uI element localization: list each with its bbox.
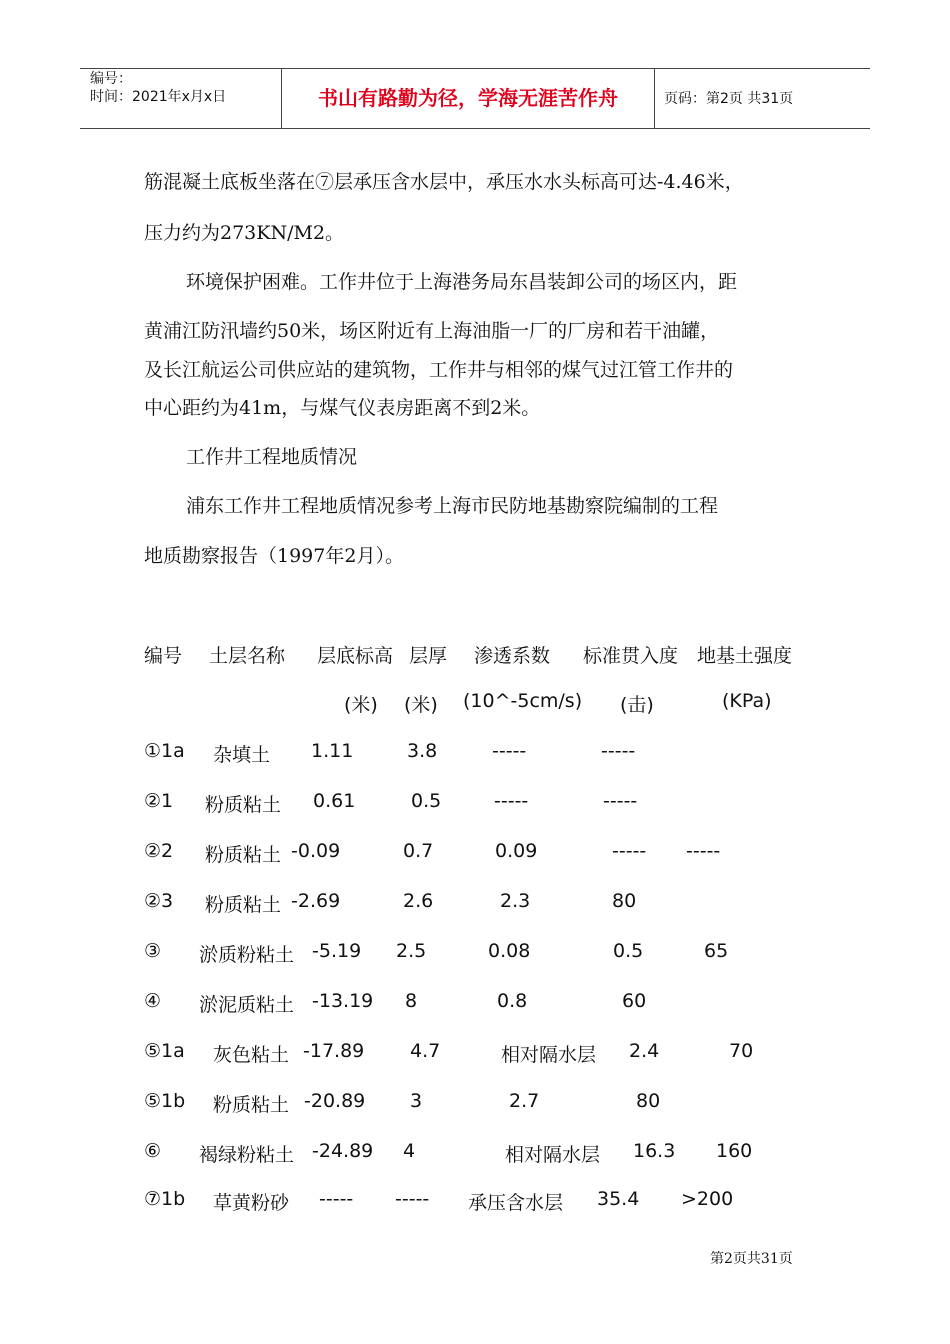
table-cell: 160	[716, 1140, 753, 1162]
table-cell: -----	[319, 1188, 354, 1210]
table-unit: (KPa)	[722, 690, 772, 712]
header-top-rule	[80, 68, 870, 69]
table-header-soil-name: 土层名称	[209, 645, 286, 667]
table-cell: 褐绿粉粘土	[199, 1144, 295, 1166]
table-cell: 2.6	[403, 890, 434, 912]
table-cell: 相对隔水层	[505, 1144, 601, 1166]
table-cell: 16.3	[633, 1140, 676, 1162]
table-cell: 粉质粘土	[213, 1094, 290, 1116]
table-cell: 60	[622, 990, 647, 1012]
table-cell: 承压含水层	[468, 1192, 564, 1214]
table-cell: 0.7	[403, 840, 434, 862]
table-cell: 相对隔水层	[501, 1044, 597, 1066]
table-cell: ⑥	[144, 1140, 162, 1162]
footer-page-number: 第2页共31页	[710, 1251, 793, 1267]
table-unit: (米)	[404, 694, 438, 716]
table-header-thickness: 层厚	[409, 645, 448, 667]
table-header-permeability: 渗透系数	[474, 645, 551, 667]
table-cell: ⑤1a	[144, 1040, 185, 1062]
table-unit: (米)	[344, 694, 378, 716]
table-cell: 0.5	[411, 790, 442, 812]
table-cell: 草黄粉砂	[213, 1192, 290, 1214]
table-cell: 0.5	[613, 940, 644, 962]
table-cell: 3	[410, 1090, 423, 1112]
table-header-bottom-elevation: 层底标高	[317, 645, 394, 667]
table-header-number: 编号	[144, 645, 183, 667]
paragraph-line: 及长江航运公司供应站的建筑物，工作井与相邻的煤气过江管工作井的	[144, 359, 734, 381]
table-cell: ①1a	[144, 740, 185, 762]
table-cell: ⑤1b	[144, 1090, 186, 1112]
table-cell: 粉质粘土	[205, 894, 282, 916]
table-header-spt: 标准贯入度	[583, 645, 679, 667]
table-cell: 粉质粘土	[205, 794, 282, 816]
paragraph-line: 黄浦江防汛墙约50米，场区附近有上海油脂一厂的厂房和若干油罐，	[144, 320, 720, 342]
header-date-label: 时间：2021年x月x日	[90, 89, 227, 105]
table-cell: 3.8	[407, 740, 438, 762]
table-cell: 4.7	[410, 1040, 441, 1062]
table-cell: 0.08	[488, 940, 531, 962]
section-heading: 工作井工程地质情况	[186, 446, 358, 468]
paragraph-line: 地质勘察报告（1997年2月）。	[144, 545, 404, 567]
table-cell: 70	[729, 1040, 754, 1062]
table-cell: 80	[636, 1090, 661, 1112]
table-cell: 1.11	[311, 740, 354, 762]
table-cell: 35.4	[597, 1188, 640, 1210]
table-cell: ⑦1b	[144, 1188, 186, 1210]
table-cell: 2.7	[509, 1090, 540, 1112]
table-cell: -----	[686, 840, 721, 862]
table-cell: 8	[405, 990, 418, 1012]
table-cell: -5.19	[312, 940, 362, 962]
table-unit: (10^-5cm/s)	[463, 690, 583, 712]
table-cell: -0.09	[291, 840, 341, 862]
table-cell: ③	[144, 940, 162, 962]
table-cell: 淤泥质粘土	[199, 994, 295, 1016]
header-divider-right	[654, 68, 655, 129]
table-unit: (击)	[620, 694, 654, 716]
table-cell: -----	[492, 740, 527, 762]
table-cell: 0.61	[313, 790, 356, 812]
table-cell: -----	[494, 790, 529, 812]
table-cell: 80	[612, 890, 637, 912]
paragraph-line: 中心距约为41m，与煤气仪表房距离不到2米。	[144, 397, 541, 419]
table-cell: -17.89	[303, 1040, 365, 1062]
table-cell: ②3	[144, 890, 174, 912]
table-cell: -----	[395, 1188, 430, 1210]
table-cell: -----	[612, 840, 647, 862]
table-cell: 65	[704, 940, 729, 962]
table-cell: 杂填土	[213, 744, 271, 766]
table-cell: -13.19	[312, 990, 374, 1012]
paragraph-line: 压力约为273KN/M2。	[144, 222, 345, 244]
table-cell: -2.69	[291, 890, 341, 912]
header-number-label: 编号：	[90, 71, 132, 87]
table-cell: 2.4	[629, 1040, 660, 1062]
table-cell: ②1	[144, 790, 174, 812]
table-cell: -----	[603, 790, 638, 812]
table-cell: -20.89	[304, 1090, 366, 1112]
table-cell: ④	[144, 990, 162, 1012]
table-cell: -----	[601, 740, 636, 762]
table-cell: 2.3	[500, 890, 531, 912]
paragraph-line: 浦东工作井工程地质情况参考上海市民防地基勘察院编制的工程	[186, 495, 719, 517]
table-cell: 4	[403, 1140, 416, 1162]
paragraph-line: 筋混凝土底板坐落在⑦层承压含水层中，承压水水头标高可达-4.46米，	[144, 171, 744, 193]
table-cell: >200	[681, 1188, 734, 1210]
table-cell: 粉质粘土	[205, 844, 282, 866]
table-cell: -24.89	[312, 1140, 374, 1162]
table-header-strength: 地基土强度	[697, 645, 793, 667]
table-cell: 淤质粉粘土	[199, 944, 295, 966]
header-bottom-rule	[80, 128, 870, 129]
table-cell: 0.09	[495, 840, 538, 862]
table-cell: 2.5	[396, 940, 427, 962]
header-motto: 书山有路勤为径，学海无涯苦作舟	[318, 86, 618, 110]
table-cell: 灰色粘土	[213, 1044, 290, 1066]
table-cell: ②2	[144, 840, 174, 862]
paragraph-line: 环境保护困难。工作井位于上海港务局东昌装卸公司的场区内，距	[186, 271, 738, 293]
header-page-label: 页码：第2页 共31页	[664, 91, 794, 107]
table-cell: 0.8	[497, 990, 528, 1012]
